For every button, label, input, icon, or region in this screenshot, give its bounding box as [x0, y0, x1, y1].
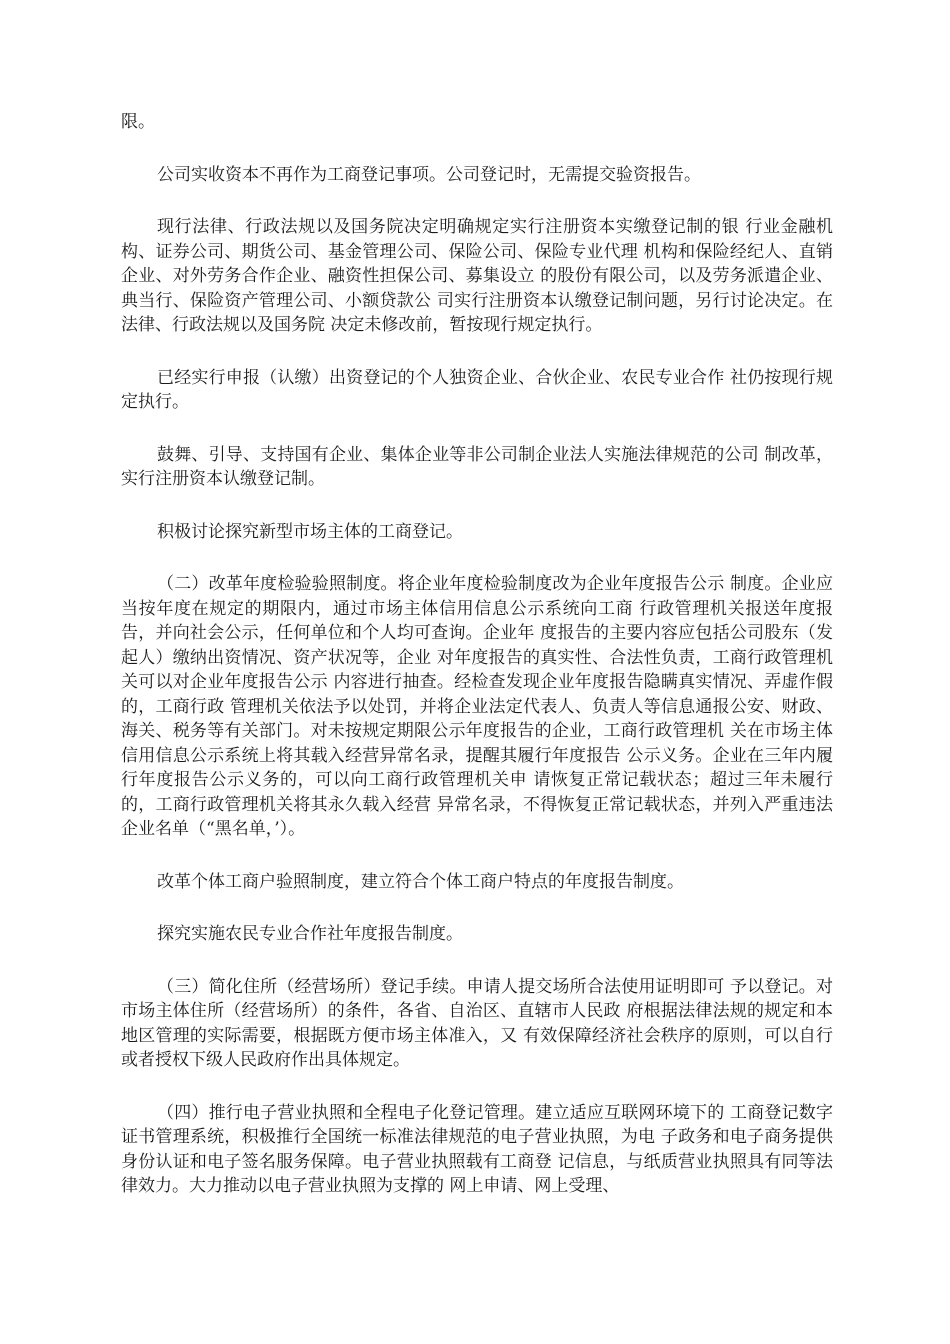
paragraph-10: （三）简化住所（经营场所）登记手续。申请人提交场所合法使用证明即可 予以登记。对市场主体住所（经营场所）的条件，各省、自治区、直辖市人民政 府根据法律法规的规定和本地区管理的实际需要，根据既方便市场主体准入，又 有效保障经济社会秩序的原则，可以自行或者授权下级人民政府作出具体规定。	[121, 976, 833, 1070]
paragraph-6: 积极讨论探究新型市场主体的工商登记。	[157, 521, 463, 542]
paragraph-5: 鼓舞、引导、支持国有企业、集体企业等非公司制企业法人实施法律规范的公司 制改革，实行注册资本认缴登记制。	[121, 444, 833, 489]
paragraph-11: （四）推行电子营业执照和全程电子化登记管理。建立适应互联网环境下的 工商登记数字证书管理系统，积极推行全国统一标准法律规范的电子营业执照，为电 子政务和电子商务提供身份认证和电子签名服务保障。电子营业执照载有工商登 记信息，与纸质营业执照具有同等法律效力。大力推动以电子营业执照为支撑的 网上申请、网上受理、	[121, 1102, 833, 1196]
paragraph-1: 限。	[121, 112, 155, 132]
paragraph-9: 探究实施农民专业合作社年度报告制度。	[157, 924, 463, 944]
paragraph-4: 已经实行申报（认缴）出资登记的个人独资企业、合伙企业、农民专业合作 社仍按现行规定执行。	[121, 367, 833, 412]
document-body	[121, 110, 833, 1227]
paragraph-7: （二）改革年度检验验照制度。将企业年度检验制度改为企业年度报告公示 制度。企业应当按年度在规定的期限内，通过市场主体信用信息公示系统向工商 行政管理机关报送年度报告，并向社会公示，任何单位和个人均可查询。企业年 度报告的主要内容应包括公司股东（发起人）缴纳出资情况、资产状况等，企业 对年度报告的真实性、合法性负责，工商行政管理机关可以对企业年度报告公示 内容进行抽查。经检查发现企业年度报告隐瞒真实情况、弄虚作假的，工商行政 管理机关依法予以处罚，并将企业法定代表人、负责人等信息通报公安、财政、 海关、税务等有关部门。对未按规定期限公示年度报告的企业，工商行政管理机 关在市场主体信用信息公示系统上将其载入经营异常名录，提醒其履行年度报告 公示义务。企业在三年内履行年度报告公示义务的，可以向工商行政管理机关申 请恢复正常记载状态；超过三年未履行的，工商行政管理机关将其永久载入经营 异常名录，不得恢复正常记载状态，并列入严重违法企业名单（“黑名单，’）。	[121, 574, 833, 839]
paragraph-3: 现行法律、行政法规以及国务院决定明确规定实行注册资本实缴登记制的银 行业金融机构、证券公司、期货公司、基金管理公司、保险公司、保险专业代理 机构和保险经纪人、直销企业、对外劳务合作企业、融资性担保公司、募集设立 的股份有限公司，以及劳务派遣企业、典当行、保险资产管理公司、小额贷款公 司实行注册资本认缴登记制问题，另行讨论决定。在法律、行政法规以及国务院 决定未修改前，暂按现行规定执行。	[121, 217, 833, 335]
paragraph-2: 公司实收资本不再作为工商登记事项。公司登记时，无需提交验资报告。	[157, 164, 701, 185]
paragraph-8: 改革个体工商户验照制度，建立符合个体工商户特点的年度报告制度。	[157, 871, 684, 892]
